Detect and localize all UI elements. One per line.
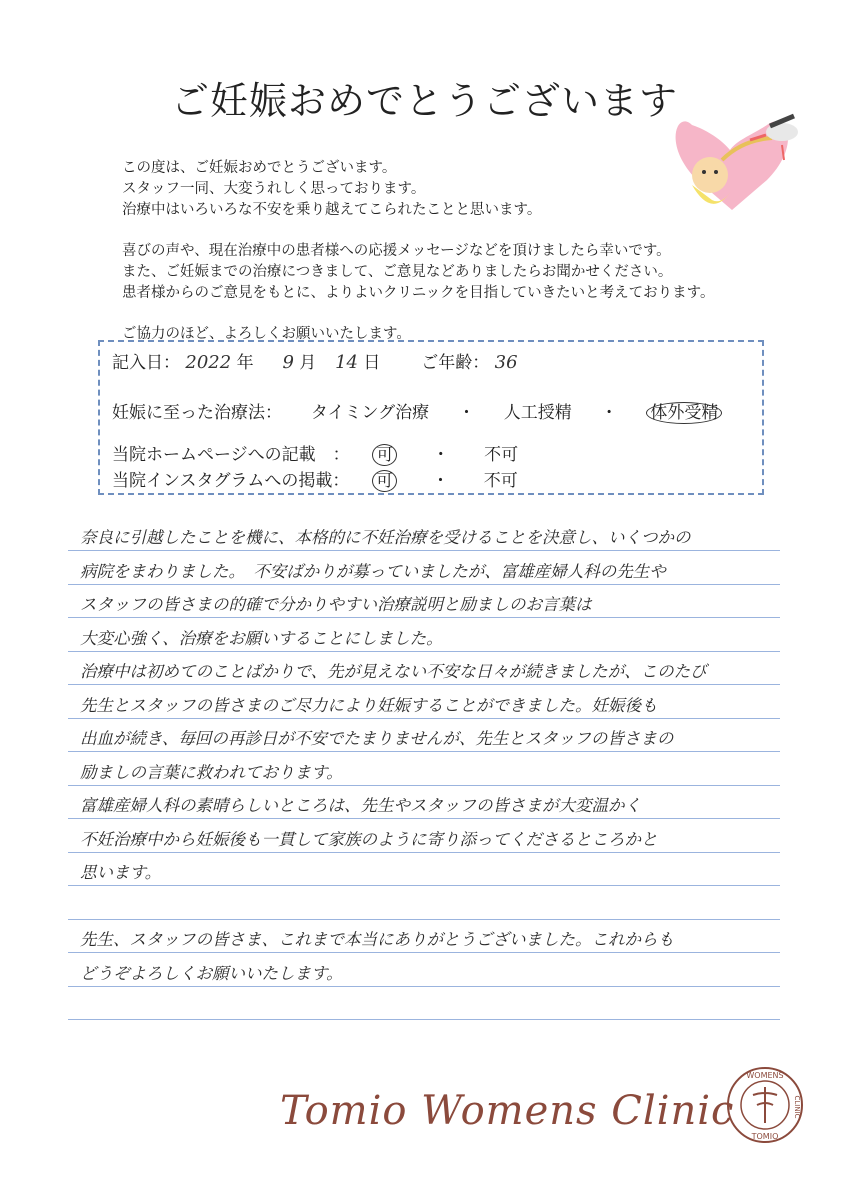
intro-line: ご協力のほど、よろしくお願いいたします。: [122, 326, 411, 342]
form-box: [98, 340, 764, 495]
homepage-row: [112, 440, 518, 466]
treatment-label: 妊娠に至った治療法：: [112, 403, 282, 423]
homepage-label: 当院ホームページへの記載 ：: [112, 445, 350, 465]
separator: ・: [432, 445, 450, 465]
message-line: 出血が続き、毎回の再診日が不安でたまりませんが、先生とスタッフの皆さまの: [80, 729, 674, 748]
intro-line: この度は、ご妊娠おめでとうございます。: [122, 160, 397, 176]
seal-text-top: WOMENS: [746, 1071, 784, 1080]
ruled-line: [68, 818, 780, 819]
separator: ・: [457, 403, 475, 423]
ruled-line: [68, 751, 780, 752]
page-title: ご妊娠おめでとうございます: [170, 79, 678, 123]
day-unit: 日: [363, 353, 381, 373]
homepage-ng-option: 不可: [484, 445, 519, 465]
date-label: 記入日：: [112, 353, 180, 373]
day-value: 14: [335, 352, 359, 373]
ruled-line: [68, 684, 780, 685]
ruled-line: [68, 919, 780, 920]
instagram-ok-option: 可: [372, 470, 397, 492]
intro-line: スタッフ一同、大変うれしく思っております。: [122, 181, 426, 197]
ruled-line: [68, 617, 780, 618]
separator: ・: [600, 403, 618, 423]
clinic-logo-text: Tomio Womens Clinic: [280, 1088, 735, 1134]
treatment-option-ivf: 体外受精: [646, 402, 722, 424]
ruled-line: [68, 986, 780, 987]
instagram-ng-option: 不可: [483, 471, 518, 491]
message-line: 富雄産婦人科の素晴らしいところは、先生やスタッフの皆さまが大変温かく: [80, 796, 641, 815]
month-unit: 月: [299, 353, 317, 373]
intro-line: 喜びの声や、現在治療中の患者様への応援メッセージなどを頂けましたら幸いです。: [122, 243, 671, 259]
message-line: 治療中は初めてのことばかりで、先が見えない不安な日々が続きましたが、このたび: [80, 662, 707, 681]
message-line: 大変心強く、治療をお願いすることにしました。: [80, 628, 443, 648]
instagram-row: [112, 466, 518, 492]
seal-text-right: CLINIC: [793, 1095, 801, 1119]
age-label: ご年齢：: [421, 353, 490, 373]
ruled-line: [68, 718, 780, 719]
treatment-option-insemination: 人工授精: [503, 403, 572, 423]
intro-line: 治療中はいろいろな不安を乗り越えてこられたことと思います。: [122, 202, 542, 218]
ruled-line: [68, 584, 780, 585]
ruled-line: [68, 651, 780, 652]
message-line: 先生とスタッフの皆さまのご尽力により妊娠することができました。妊娠後も: [80, 695, 658, 715]
year-unit: 年: [236, 353, 254, 373]
message-line: 病院をまわりました。 不安ばかりが募っていましたが、富雄産婦人科の先生や: [80, 561, 666, 581]
ruled-line: [68, 1019, 780, 1020]
message-line: 思います。: [80, 863, 162, 882]
message-line: 不妊治療中から妊娠後も一貫して家族のように寄り添ってくださるところかと: [80, 829, 658, 849]
homepage-ok-option: 可: [372, 444, 397, 466]
intro-line: 患者様からのご意見をもとに、よりよいクリニックを目指していきたいと考えております。: [122, 285, 715, 301]
date-row: [112, 348, 518, 373]
separator: ・: [431, 471, 449, 491]
seal-text-bottom: TOMIO: [751, 1132, 779, 1141]
message-line: 奈良に引越したことを機に、本格的に不妊治療を受けることを決意し、いくつかの: [80, 528, 691, 547]
instagram-label: 当院インスタグラムへの掲載：: [112, 471, 350, 491]
month-value: 9: [282, 352, 294, 373]
message-line: 励ましの言葉に救われております。: [80, 762, 343, 782]
treatment-option-timing: タイミング治療: [310, 403, 430, 423]
intro-text: [122, 158, 714, 345]
age-value: 36: [494, 352, 518, 373]
ruled-line: [68, 550, 780, 551]
message-line: 先生、スタッフの皆さま、これまで本当にありがとうございました。これからも: [80, 930, 674, 949]
ruled-line: [68, 952, 780, 953]
message-line: どうぞよろしくお願いいたします。: [80, 963, 343, 983]
year-value: 2022: [185, 352, 232, 373]
clinic-seal-logo: [725, 1065, 805, 1145]
treatment-row: [112, 398, 722, 424]
ruled-line: [68, 885, 780, 886]
ruled-line: [68, 852, 780, 853]
intro-line: また、ご妊娠までの治療につきまして、ご意見などありましたらお聞かせください。: [122, 264, 673, 280]
message-line: スタッフの皆さまの的確で分かりやすい治療説明と励ましのお言葉は: [80, 595, 592, 614]
ruled-line: [68, 785, 780, 786]
